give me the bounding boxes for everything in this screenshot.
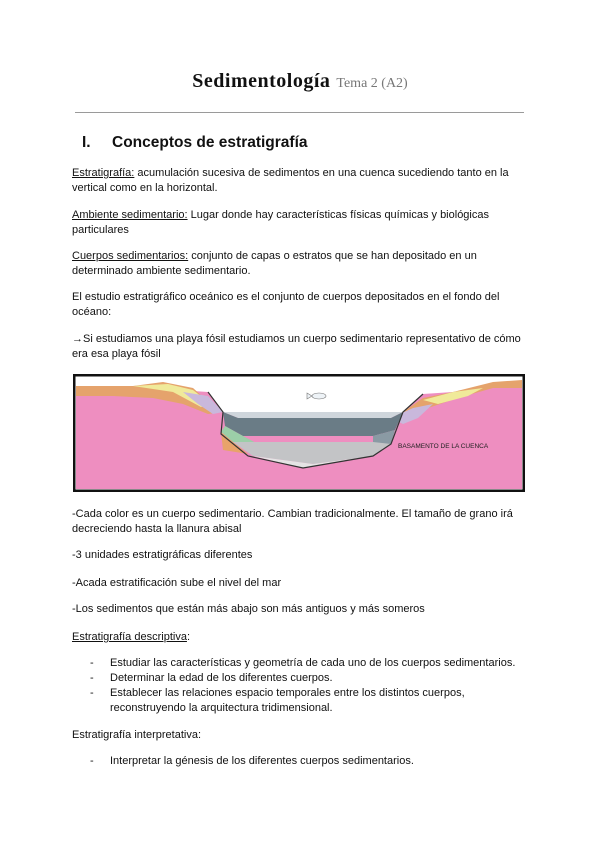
definition-term: Cuerpos sedimentarios:: [72, 250, 189, 262]
definition-text: Lugar donde hay características físicas químicas y biológicas particulares: [72, 209, 489, 236]
note-age: -Los sedimentos que están más abajo son más antiguos y más someros: [72, 603, 425, 615]
note-colors: -Cada color es un cuerpo sedimentario. Cambian tradicionalmente. El tamaño de grano irá decreciendo hasta la llanura abisal: [72, 508, 513, 535]
section-title: Conceptos de estratigrafía: [112, 134, 308, 151]
definition-term: Ambiente sedimentario:: [72, 209, 188, 221]
title-divider: [75, 112, 524, 113]
list-item: [72, 754, 532, 769]
list-item-text: Interpretar la génesis de los diferentes cuerpos sedimentarios.: [110, 755, 414, 767]
bullet-dash: -: [90, 755, 94, 767]
interpretive-list: [72, 754, 532, 769]
descriptive-colon: :: [186, 631, 190, 643]
bullet-dash: -: [90, 657, 94, 669]
list-item-text: Determinar la edad de los diferentes cuerpos.: [110, 672, 333, 684]
document-subtitle: Tema 2 (A2): [336, 76, 408, 91]
definition-text: conjunto de capas o estratos que se han depositado en un determinado ambiente sedimentario.: [72, 250, 477, 277]
definition-term: Estratigrafía:: [72, 167, 135, 179]
descriptive-heading: [72, 630, 524, 645]
interpretive-heading: Estratigrafía interpretativa:: [72, 729, 202, 741]
definition-cuerpos: [72, 249, 524, 279]
paragraph-oceanic: El estudio estratigráfico oceánico es el conjunto de cuerpos depositados en el fondo del océano:: [72, 291, 500, 318]
descriptive-list: [72, 656, 532, 716]
note-units: -3 unidades estratigráficas diferentes: [72, 549, 253, 561]
basin-cross-section-figure: [73, 374, 525, 492]
section-number: I.: [82, 134, 91, 151]
list-item: [72, 686, 532, 716]
page-title: [0, 70, 600, 93]
list-item: [72, 656, 532, 671]
list-item-text: Establecer las relaciones espacio temporales entre los distintos cuerpos, reconstruyendo la arquitectura tridimensional.: [110, 687, 465, 714]
definition-ambiente: [72, 208, 524, 238]
bullet-dash: -: [90, 672, 94, 684]
document-title: Sedimentología: [192, 70, 331, 92]
definition-estratigrafia: [72, 166, 524, 196]
sea-water: [223, 412, 403, 418]
basement-label: BASAMENTO DE LA CUENCA: [398, 443, 489, 450]
descriptive-title: Estratigrafía descriptiva: [72, 631, 187, 643]
paragraph-arrow-note: →Si estudiamos una playa fósil estudiamos un cuerpo sedimentario representativo de cómo era esa playa fósil: [72, 333, 521, 360]
definition-text: acumulación sucesiva de sedimentos en una cuenca sucediendo tanto en la vertical como en la horizontal.: [72, 167, 509, 194]
bullet-dash: -: [90, 687, 94, 699]
section-heading: [82, 134, 308, 152]
list-item: [72, 671, 532, 686]
note-sea-level: -Acada estratificación sube el nivel del mar: [72, 577, 282, 589]
list-item-text: Estudiar las características y geometría de cada uno de los cuerpos sedimentarios.: [110, 657, 516, 669]
